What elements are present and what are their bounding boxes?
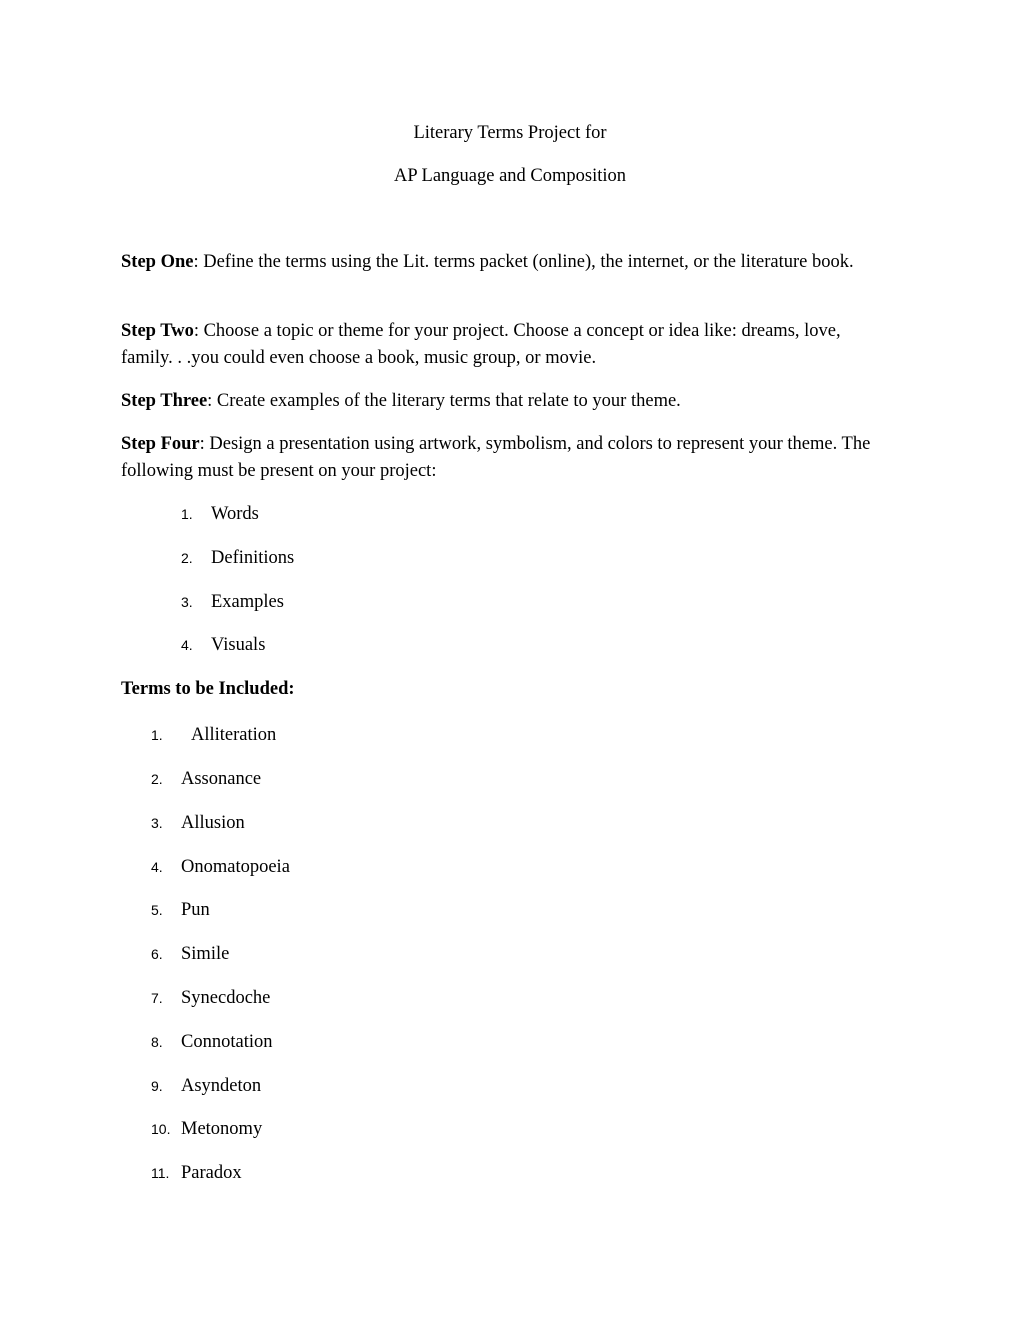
- requirement-item: Words: [211, 504, 259, 524]
- step-three-text: : Create examples of the literary terms that relate to your theme.: [207, 391, 681, 411]
- requirement-number: 4.: [181, 637, 193, 653]
- step-three-label: Step Three: [121, 391, 208, 411]
- title-line-1: Literary Terms Project for: [413, 123, 607, 143]
- term-number: 4.: [151, 859, 163, 875]
- term-number: 9.: [151, 1078, 163, 1094]
- term-item: Onomatopoeia: [181, 857, 290, 877]
- term-item: Metonomy: [181, 1119, 263, 1139]
- requirement-item: Definitions: [211, 548, 295, 568]
- term-item: Pun: [181, 900, 210, 920]
- step-one-text: : Define the terms using the Lit. terms packet (online), the internet, or the literature book.: [193, 252, 854, 272]
- term-number: 11.: [151, 1165, 170, 1181]
- term-number: 3.: [151, 815, 163, 831]
- term-item: Synecdoche: [181, 988, 271, 1008]
- requirement-number: 2.: [181, 550, 193, 566]
- term-number: 5.: [151, 902, 163, 918]
- term-item: Alliteration: [191, 725, 277, 745]
- step-two-label: Step Two: [121, 321, 194, 341]
- requirement-number: 3.: [181, 594, 193, 610]
- step-two: [121, 318, 891, 371]
- term-number: 6.: [151, 946, 163, 962]
- step-four-label: Step Four: [121, 434, 200, 454]
- term-item: Connotation: [181, 1032, 273, 1052]
- step-one: [121, 249, 891, 276]
- term-item: Paradox: [181, 1163, 242, 1183]
- term-item: Simile: [181, 944, 230, 964]
- term-number: 7.: [151, 990, 163, 1006]
- term-item: Assonance: [181, 769, 262, 789]
- terms-heading: Terms to be Included:: [121, 679, 295, 699]
- term-number: 1.: [151, 727, 163, 743]
- title-line-2: AP Language and Composition: [393, 166, 627, 186]
- step-four: [121, 431, 891, 484]
- step-three: [121, 388, 891, 415]
- requirement-item: Examples: [211, 592, 284, 612]
- term-number: 8.: [151, 1034, 163, 1050]
- step-one-label: Step One: [121, 252, 194, 272]
- term-number: 2.: [151, 771, 163, 787]
- step-four-text: : Design a presentation using artwork, symbolism, and colors to represent your theme. The following must be present on your project:: [121, 434, 871, 481]
- requirement-item: Visuals: [211, 635, 266, 655]
- term-item: Allusion: [181, 813, 245, 833]
- term-item: Asyndeton: [181, 1076, 262, 1096]
- term-number: 10.: [151, 1121, 171, 1137]
- step-two-text: : Choose a topic or theme for your project. Choose a concept or idea like: dreams, love, family. . .you could even choose a book, music group, or movie.: [121, 321, 841, 368]
- requirement-number: 1.: [181, 506, 193, 522]
